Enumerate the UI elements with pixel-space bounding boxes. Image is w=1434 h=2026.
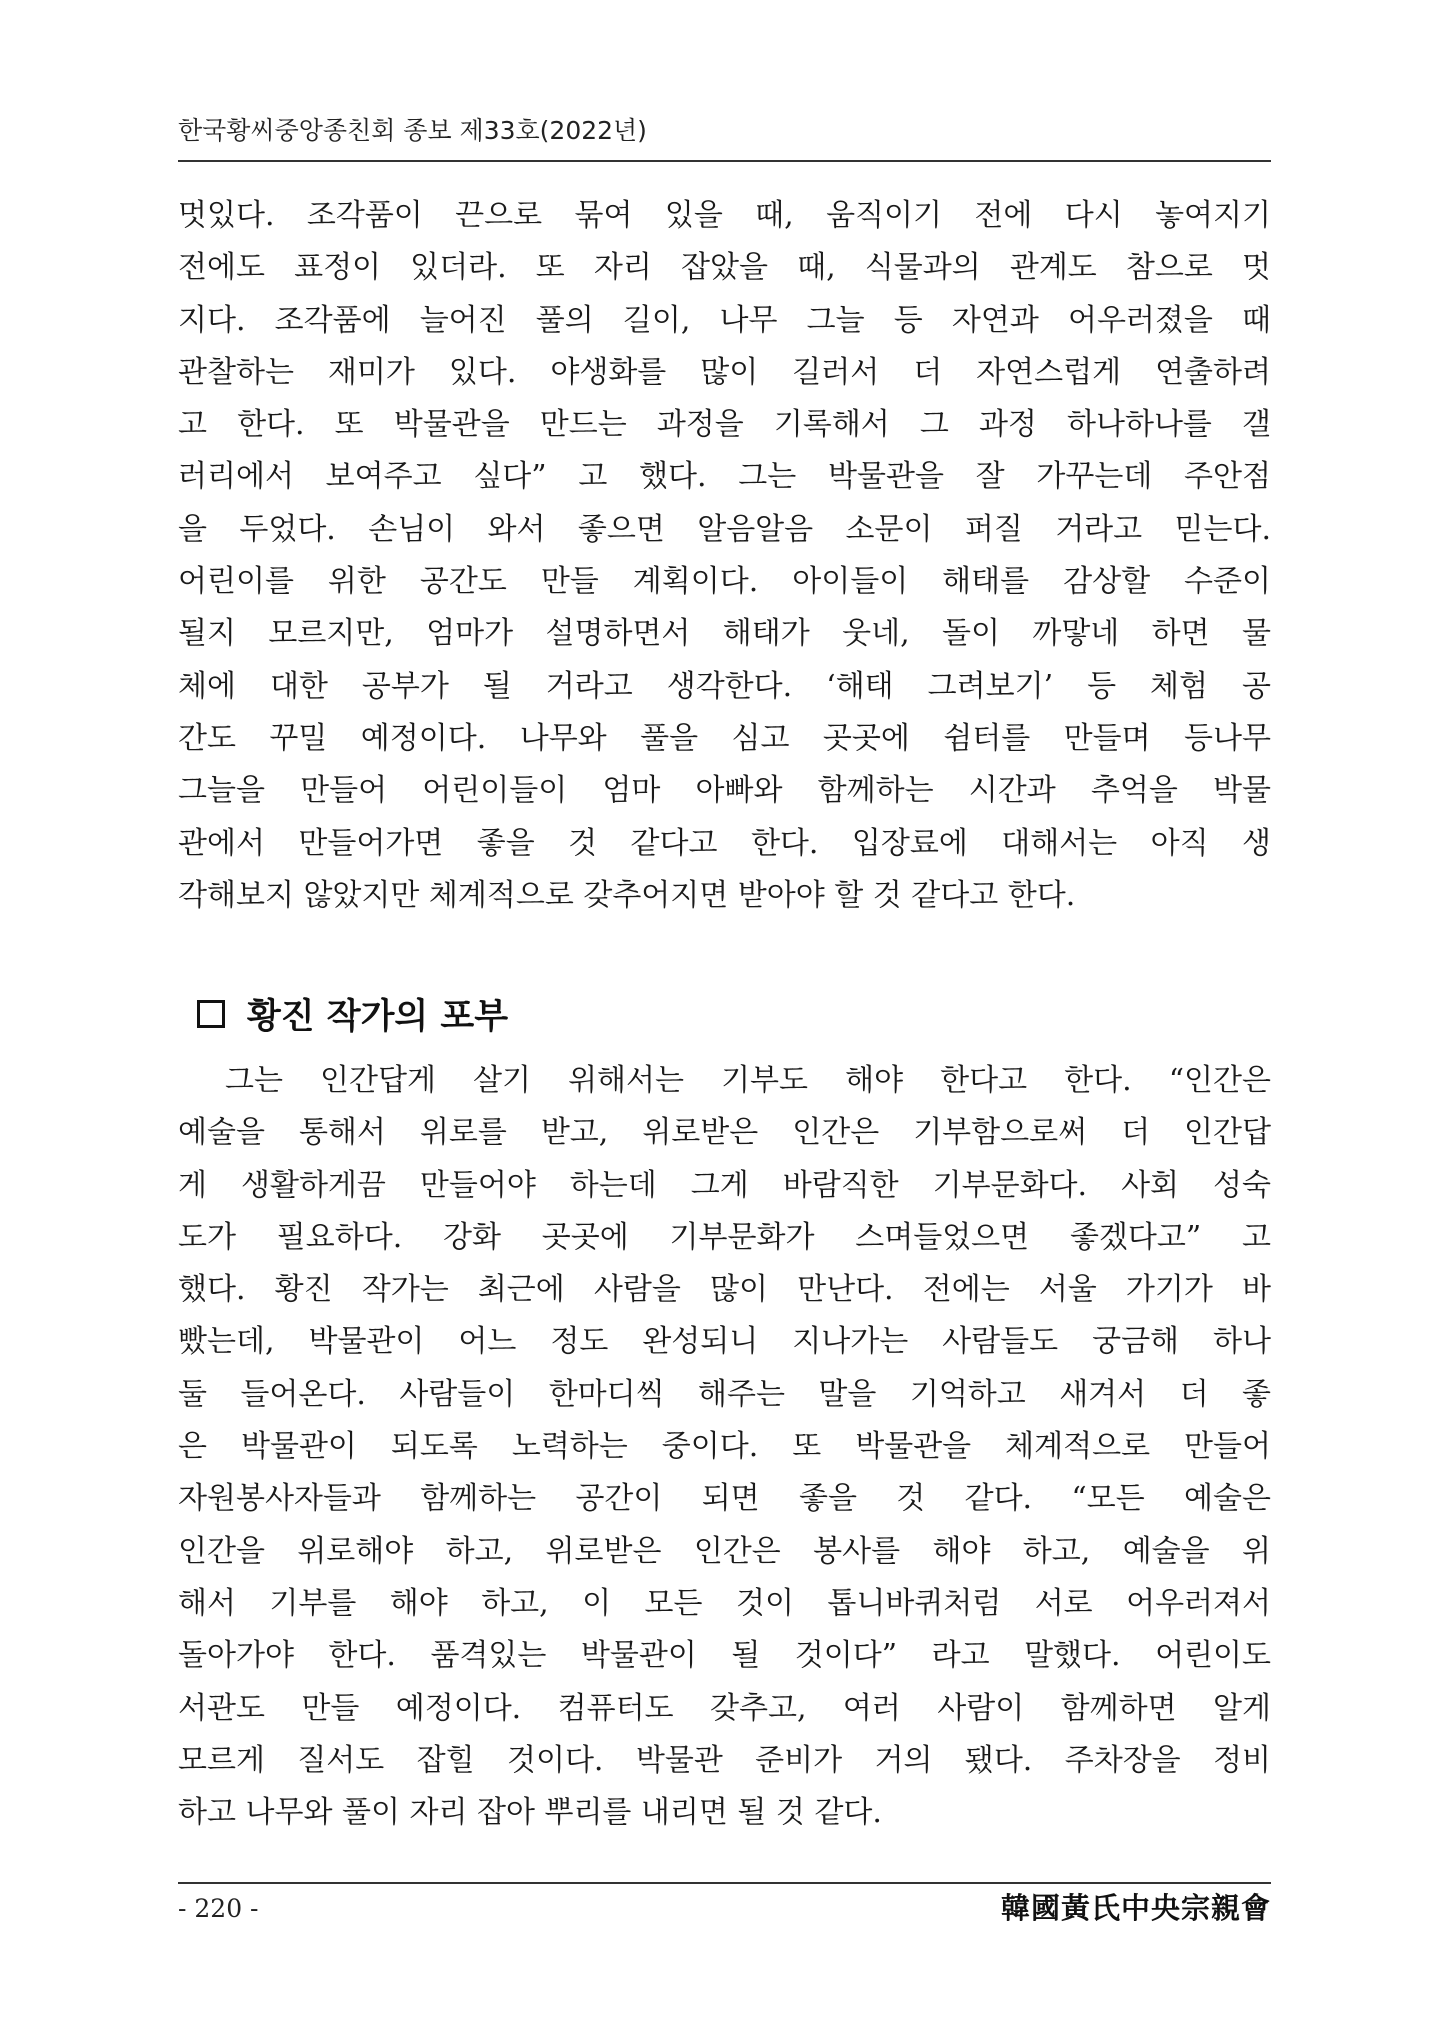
text-line: 간도 꾸밀 예정이다. 나무와 풀을 심고 곳곳에 쉼터를 만들며 등나무 (178, 720, 1271, 756)
text-line: 해서 기부를 해야 하고, 이 모든 것이 톱니바퀴처럼 서로 어우러져서 (178, 1585, 1271, 1621)
header-divider (178, 160, 1271, 162)
text-line: 서관도 만들 예정이다. 컴퓨터도 갖추고, 여러 사람이 함께하면 알게 (178, 1690, 1271, 1726)
text-line: 게 생활하게끔 만들어야 하는데 그게 바람직한 기부문화다. 사회 성숙 (178, 1167, 1271, 1203)
square-bullet-icon (197, 1000, 225, 1028)
text-line: 그는 인간답게 살기 위해서는 기부도 해야 한다고 한다. “인간은 (225, 1063, 1271, 1098)
text-line: 각해보지 않았지만 체계적으로 갖추어지면 받아야 할 것 같다고 한다. (178, 877, 1076, 913)
page-number: - 220 - (178, 1894, 259, 1923)
text-line: 관에서 만들어가면 좋을 것 같다고 한다. 입장료에 대해서는 아직 생 (178, 825, 1271, 861)
text-line: 빴는데, 박물관이 어느 정도 완성되니 지나가는 사람들도 궁금해 하나 (178, 1324, 1271, 1360)
society-name-logo: 韓國黃氏中央宗親會 (1000, 1891, 1271, 1925)
text-line: 인간을 위로해야 하고, 위로받은 인간은 봉사를 해야 하고, 예술을 위 (178, 1533, 1271, 1569)
text-line: 멋있다. 조각품이 끈으로 묶여 있을 때, 움직이기 전에 다시 놓여지기 (178, 198, 1271, 233)
text-line: 전에도 표정이 있더라. 또 자리 잡았을 때, 식물과의 관계도 참으로 멋 (178, 250, 1271, 286)
footer-divider (178, 1882, 1271, 1884)
text-line: 예술을 통해서 위로를 받고, 위로받은 인간은 기부함으로써 더 인간답 (178, 1115, 1271, 1151)
paragraph-2 (178, 1055, 1271, 1839)
section-heading (197, 988, 508, 1040)
text-line: 어린이를 위한 공간도 만들 계획이다. 아이들이 해태를 감상할 수준이 (178, 564, 1271, 600)
text-line: 체에 대한 공부가 될 거라고 생각한다. ‘해태 그려보기’ 등 체험 공 (178, 668, 1271, 704)
text-line: 고 한다. 또 박물관을 만드는 과정을 기록해서 그 과정 하나하나를 갤 (178, 407, 1271, 443)
text-line: 하고 나무와 풀이 자리 잡아 뿌리를 내리면 될 것 같다. (178, 1795, 882, 1831)
text-line: 둘 들어온다. 사람들이 한마디씩 해주는 말을 기억하고 새겨서 더 좋 (178, 1376, 1271, 1412)
text-line: 을 두었다. 손님이 와서 좋으면 알음알음 소문이 퍼질 거라고 믿는다. (178, 511, 1271, 547)
text-line: 돌아가야 한다. 품격있는 박물관이 될 것이다” 라고 말했다. 어린이도 (178, 1638, 1271, 1674)
section-heading-text: 황진 작가의 포부 (247, 997, 509, 1037)
text-line: 했다. 황진 작가는 최근에 사람을 많이 만난다. 전에는 서울 가기가 바 (178, 1272, 1271, 1308)
text-line: 지다. 조각품에 늘어진 풀의 길이, 나무 그늘 등 자연과 어우러졌을 때 (178, 302, 1271, 338)
text-line: 될지 모르지만, 엄마가 설명하면서 해태가 웃네, 돌이 까맣네 하면 물 (178, 616, 1271, 652)
running-header: 한국황씨중앙종친회 종보 제33호(2022년) (178, 116, 647, 145)
text-line: 러리에서 보여주고 싶다” 고 했다. 그는 박물관을 잘 가꾸는데 주안점 (178, 459, 1271, 495)
document-page (178, 0, 1271, 2026)
text-line: 은 박물관이 되도록 노력하는 중이다. 또 박물관을 체계적으로 만들어 (178, 1429, 1271, 1465)
text-line: 관찰하는 재미가 있다. 야생화를 많이 길러서 더 자연스럽게 연출하려 (178, 354, 1271, 390)
text-line: 그늘을 만들어 어린이들이 엄마 아빠와 함께하는 시간과 추억을 박물 (178, 773, 1271, 809)
text-line: 모르게 질서도 잡힐 것이다. 박물관 준비가 거의 됐다. 주차장을 정비 (178, 1742, 1271, 1778)
paragraph-1 (178, 190, 1271, 922)
text-line: 자원봉사자들과 함께하는 공간이 되면 좋을 것 같다. “모든 예술은 (178, 1481, 1271, 1517)
text-line: 도가 필요하다. 강화 곳곳에 기부문화가 스며들었으면 좋겠다고” 고 (178, 1219, 1271, 1255)
